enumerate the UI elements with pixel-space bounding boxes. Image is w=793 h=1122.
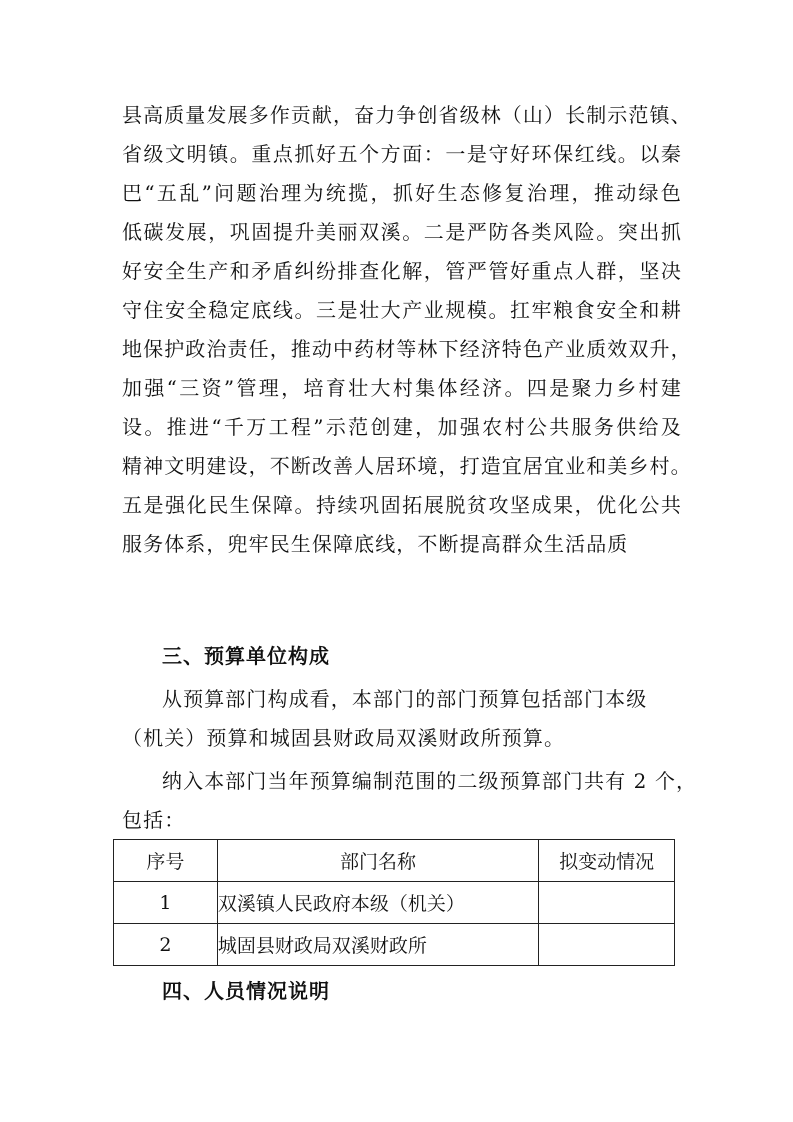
planned-change [539,882,675,924]
column-header-planned-change: 拟变动情况 [539,840,675,882]
paragraph-line: 守住安全稳定底线。三是壮大产业规模。扛牢粮食安全和耕 [122,298,682,322]
budget-composition-paragraph [122,680,682,758]
paragraph-line: 纳入本部门当年预算编制范围的二级预算部门共有 2 个， [162,769,698,793]
paragraph-line: 从预算部门构成看，本部门的部门预算包括部门本级 [162,687,648,711]
planned-change [539,924,675,966]
department-name: 城固县财政局双溪财政所 [217,924,538,966]
column-header-number: 序号 [114,840,218,882]
section-heading-staff: 四、人员情况说明 [162,979,330,1003]
paragraph-line: 低碳发展，巩固提升美丽双溪。二是严防各类风险。突出抓 [122,220,682,244]
department-table [113,839,675,966]
paragraph-line: 加强“三资”管理，培育壮大村集体经济。四是聚力乡村建 [122,376,682,400]
paragraph-line: 好安全生产和矛盾纠纷排查化解，管严管好重点人群，坚决 [122,259,682,283]
paragraph-line: 服务体系，兜牢民生保障底线，不断提高群众生活品质 [122,532,629,556]
row-number: 1 [114,882,218,924]
table-row [114,882,675,924]
paragraph-line: 设。推进“千万工程”示范创建，加强农村公共服务供给及 [122,415,682,439]
secondary-units-paragraph [122,762,698,840]
paragraph-line: 精神文明建设，不断改善人居环境，打造宜居宜业和美乡村。 [122,454,692,478]
row-number: 2 [114,924,218,966]
section-heading-budget-units: 三、预算单位构成 [162,644,330,668]
table-header-row [114,840,675,882]
department-name: 双溪镇人民政府本级（机关） [217,882,538,924]
table-row [114,924,675,966]
body-paragraph [122,96,692,564]
paragraph-line: 包括： [122,808,186,832]
paragraph-line: （机关）预算和城固县财政局双溪财政所预算。 [122,726,566,750]
paragraph-line: 巴“五乱”问题治理为统揽，抓好生态修复治理，推动绿色 [122,181,682,205]
paragraph-line: 县高质量发展多作贡献，奋力争创省级林（山）长制示范镇、 [122,103,692,127]
paragraph-line: 地保护政治责任，推动中药材等林下经济特色产业质效双升， [122,337,692,361]
paragraph-line: 五是强化民生保障。持续巩固拓展脱贫攻坚成果，优化公共 [122,493,682,517]
paragraph-line: 省级文明镇。重点抓好五个方面：一是守好环保红线。以秦 [122,142,682,166]
column-header-department-name: 部门名称 [217,840,538,882]
